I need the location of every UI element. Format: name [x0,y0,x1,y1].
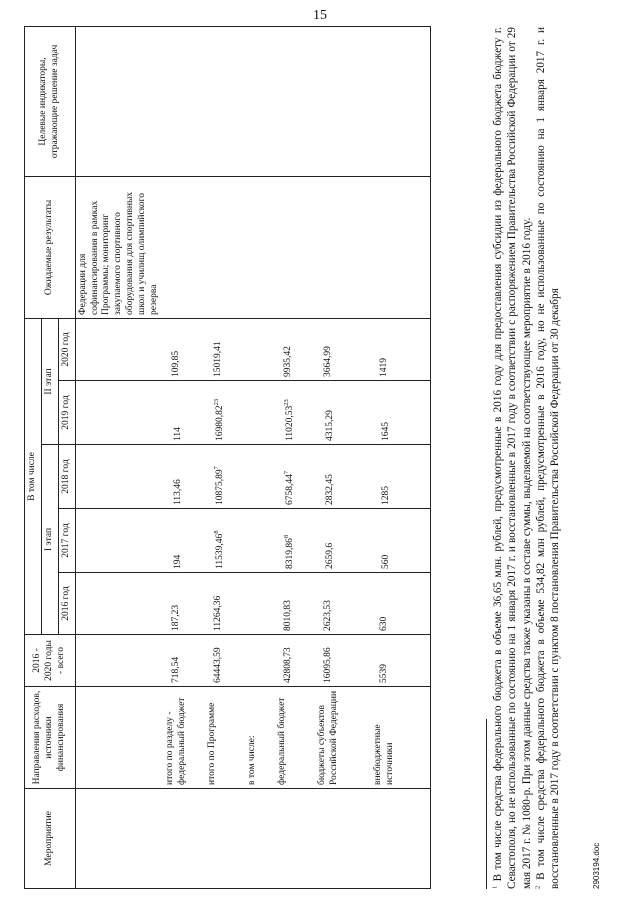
footnotes [486,27,563,889]
cell-2016: 2623,53 [315,573,371,635]
cell-2020: 9935,42 [275,318,315,380]
table-row [245,26,275,888]
cell-2017: 560 [371,509,431,573]
cell-2020: 3664,99 [315,318,371,380]
header-year: 2019 год [58,381,75,445]
header-expected: Ожидаемые результаты [25,176,76,318]
cell-2019: 114 [163,381,205,445]
cell-2017: 11539,46$^8$ [205,509,245,573]
header-stage-2: II этап [41,318,58,444]
budget-table [24,26,431,889]
header-year: 2020 год [58,318,75,380]
footnote: $^1$ В том числе средства федерального бюджета в объеме 36,65 млн. рублей, предусмотренные в 2016 году для предоставления субсидии из федерального бюджета бюджету г. Севастополя, но не использованные по состоянию на 1 января 2017 г. и восстановленные в 2017 году в соответствии с распоряжением Правительства Российской Федерации от 29 мая 2017 г. № 1080-р. При этом данные средства также указаны в составе суммы, выделяемой на соответствующее мероприятие в 2016 году. [491,27,533,889]
table-row [315,26,371,888]
row-label: в том числе: [245,687,275,789]
table-row [163,26,205,888]
document-code: 2903194.doc [592,842,601,889]
header-year: 2016 год [58,573,75,635]
cell-2018: 10875,89$^7$ [205,445,245,509]
cell-total: 64443,59 [205,635,245,687]
footnote: $^2$ В том числе средства федерального бюджета в объеме 534,82 млн рублей, предусмотренные в 2016 году, но не использованные по состоянию на 1 января 2017 г. и восстановленные в 2017 году в соответствии с пунктом 8 постановления Правительства Российской Федерации от 30 декабря [534,27,562,889]
header-stage-1: I этап [41,445,58,635]
cell-2020: 15019,41 [205,318,245,380]
row-label: внебюджетные источники [371,687,431,789]
cell-2020: 109,85 [163,318,205,380]
cell-2018: 2832,45 [315,445,371,509]
cell-2017: 8319,86$^8$ [275,509,315,573]
row-label: федеральный бюджет [275,687,315,789]
table-row [371,26,431,888]
header-total: 2016 - 2020 годы - всего [25,635,76,687]
cell-total: 718,54 [163,635,205,687]
cell-2017: 2659,6 [315,509,371,573]
header-including: В том числе [25,318,42,634]
cell-2017: 194 [163,509,205,573]
cell-2016: 11264,36 [205,573,245,635]
cell-2019: 16980,82$^{23}$ [205,381,245,445]
header-year: 2018 год [58,445,75,509]
page-number: 15 [313,8,327,23]
cell-2016: 187,23 [163,573,205,635]
rotated-page-content [20,15,610,895]
cell-2018: 1285 [371,445,431,509]
header-directions: Направления расходов, источники финансирования [25,687,76,789]
header-year: 2017 год [58,509,75,573]
row-label: бюджеты субъектов Российской Федерации [315,687,371,789]
table-row [275,26,315,888]
cell-total: 42808,73 [275,635,315,687]
cell-2018: 6758,44$^7$ [275,445,315,509]
header-indicators: Целевые индикаторы, отражающие решение задач [25,26,76,176]
table-row [205,26,245,888]
cell-2019: 1645 [371,381,431,445]
cell-2019: 11020,53$^{23}$ [275,381,315,445]
cell-total: 5539 [371,635,431,687]
cell-2020: 1419 [371,318,431,380]
cell-2016: 630 [371,573,431,635]
expected-results-cell: Федерации для софинансирования в рамках Программы; мониторинг закупаемого спортивного оборудования для спортивных школ и училищ олимпийского резерва [75,176,163,318]
row-label: итого по разделу - федеральный бюджет [163,687,205,789]
header-event: Мероприятие [25,789,76,889]
cell-2018: 113,46 [163,445,205,509]
cell-2016: 8010,83 [275,573,315,635]
cell-total: 16095,86 [315,635,371,687]
footnote-rule [486,719,487,889]
cell-2019: 4315,29 [315,381,371,445]
row-label: итого по Программе [205,687,245,789]
